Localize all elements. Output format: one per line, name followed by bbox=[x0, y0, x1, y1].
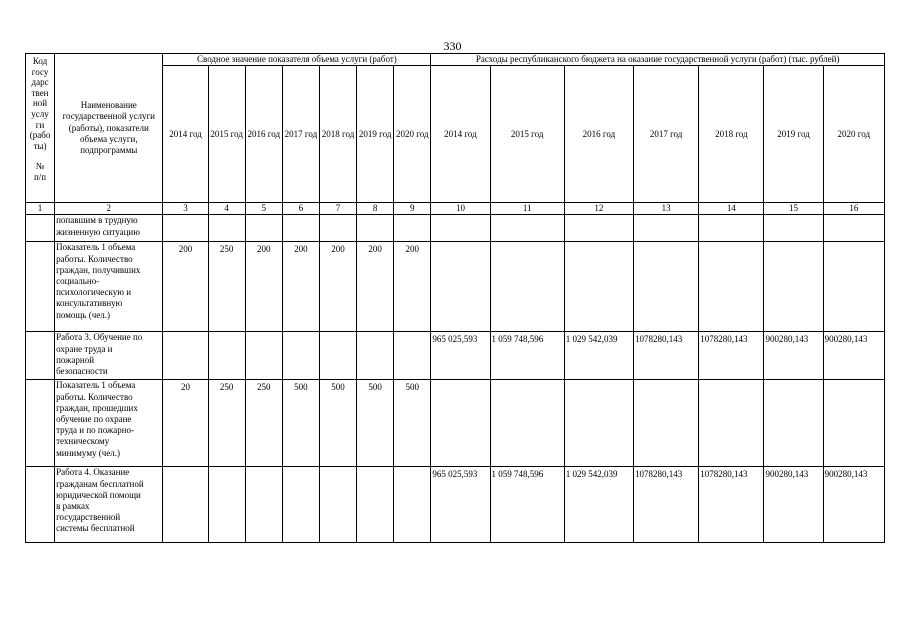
column-number: 3 bbox=[163, 203, 208, 215]
header-volume-year: 2016 год bbox=[245, 66, 282, 203]
row-name-line: обучение по охране bbox=[56, 414, 132, 425]
header-budget-year: 2015 год bbox=[490, 66, 564, 203]
volume-value-cell bbox=[319, 467, 356, 543]
volume-value-cell: 500 bbox=[394, 380, 431, 467]
volume-value-cell: 200 bbox=[163, 242, 208, 332]
volume-value-cell bbox=[208, 332, 245, 380]
header-volume-year: 2018 год bbox=[319, 66, 356, 203]
budget-value-cell bbox=[699, 242, 764, 332]
budget-value-cell: 1 059 748,596 bbox=[490, 467, 564, 543]
budget-value-cell bbox=[823, 215, 884, 242]
column-number: 13 bbox=[634, 203, 699, 215]
row-name-line: труда и по пожарно- bbox=[56, 425, 135, 436]
row-name-line: социально- bbox=[56, 276, 100, 287]
volume-value-cell bbox=[163, 332, 208, 380]
row-code-cell bbox=[26, 215, 55, 242]
page-number: 330 bbox=[443, 39, 462, 53]
column-number: 11 bbox=[490, 203, 564, 215]
table-row bbox=[26, 332, 885, 380]
row-name-line: жизненную ситуацию bbox=[56, 226, 140, 237]
volume-value-cell: 20 bbox=[163, 380, 208, 467]
budget-value-cell bbox=[564, 215, 633, 242]
column-number: 10 bbox=[431, 203, 490, 215]
volume-value-cell bbox=[357, 215, 394, 242]
column-number: 1 bbox=[26, 203, 55, 215]
volume-value-cell bbox=[208, 215, 245, 242]
volume-value-cell: 200 bbox=[245, 242, 282, 332]
header-group-budget: Расходы республиканского бюджета на оказание государственной услуги (работ) (тыс. рублей) bbox=[431, 54, 885, 66]
services-table bbox=[25, 53, 885, 543]
table-row bbox=[26, 242, 885, 332]
volume-value-cell bbox=[163, 215, 208, 242]
row-name-line: государственной bbox=[56, 512, 121, 523]
header-volume-year: 2020 год bbox=[394, 66, 431, 203]
budget-value-cell bbox=[823, 242, 884, 332]
row-name-line: минимуму (чел.) bbox=[56, 447, 121, 458]
column-number: 12 bbox=[564, 203, 633, 215]
volume-value-cell bbox=[319, 332, 356, 380]
row-name-line: граждан, получивших bbox=[56, 264, 141, 275]
budget-value-cell bbox=[764, 242, 823, 332]
row-name-line: помощь (чел.) bbox=[56, 309, 110, 320]
table-row bbox=[26, 467, 885, 543]
row-name-line: Показатель 1 объема bbox=[56, 380, 136, 391]
budget-value-cell: 1 029 542,039 bbox=[564, 467, 633, 543]
budget-value-cell bbox=[634, 215, 699, 242]
budget-value-cell: 900280,143 bbox=[764, 467, 823, 543]
budget-value-cell: 1 059 748,596 bbox=[490, 332, 564, 380]
budget-value-cell: 965 025,593 bbox=[431, 467, 490, 543]
row-code-cell bbox=[26, 332, 55, 380]
header-budget-year: 2017 год bbox=[634, 66, 699, 203]
header-volume-year: 2014 год bbox=[163, 66, 208, 203]
header-group-volume: Сводное значение показателя объема услуги (работ) bbox=[163, 54, 431, 66]
header-volume-year: 2017 год bbox=[282, 66, 319, 203]
budget-value-cell: 965 025,593 bbox=[431, 332, 490, 380]
row-name-line: консультативную bbox=[56, 298, 123, 309]
column-number: 7 bbox=[319, 203, 356, 215]
row-name-line: граждан, прошедших bbox=[56, 402, 138, 413]
volume-value-cell bbox=[245, 215, 282, 242]
volume-value-cell: 200 bbox=[357, 242, 394, 332]
volume-value-cell bbox=[394, 215, 431, 242]
budget-value-cell bbox=[634, 242, 699, 332]
header-volume-year: 2015 год bbox=[208, 66, 245, 203]
header-volume-year: 2019 год bbox=[357, 66, 394, 203]
volume-value-cell: 500 bbox=[319, 380, 356, 467]
row-code-cell bbox=[26, 242, 55, 332]
header-group-row bbox=[26, 54, 885, 66]
row-name-line: психологическую и bbox=[56, 287, 132, 298]
volume-value-cell bbox=[394, 332, 431, 380]
volume-value-cell bbox=[245, 467, 282, 543]
row-name-cell bbox=[55, 467, 163, 543]
row-name-line: гражданам бесплатной bbox=[56, 478, 144, 489]
header-name: Наименование государственной услуги (работы), показатели объема услуги, подпрограммы bbox=[55, 54, 163, 203]
budget-value-cell: 900280,143 bbox=[764, 332, 823, 380]
row-name-line: Работа 3. Обучение по bbox=[56, 332, 143, 343]
volume-value-cell bbox=[245, 332, 282, 380]
budget-value-cell bbox=[431, 215, 490, 242]
row-name-cell bbox=[55, 242, 163, 332]
row-name-line: Показатель 1 объема bbox=[56, 242, 136, 253]
budget-value-cell bbox=[490, 242, 564, 332]
budget-value-cell bbox=[564, 380, 633, 467]
volume-value-cell: 250 bbox=[208, 380, 245, 467]
row-name-line: безопасности bbox=[56, 366, 108, 377]
volume-value-cell bbox=[208, 467, 245, 543]
header-code: Код госу дарс твен ной услу ги (рабо ты) № п/п bbox=[26, 54, 55, 203]
volume-value-cell bbox=[163, 467, 208, 543]
row-name-line: работы. Количество bbox=[56, 391, 133, 402]
volume-value-cell bbox=[357, 467, 394, 543]
budget-value-cell bbox=[431, 242, 490, 332]
header-budget-year: 2018 год bbox=[699, 66, 764, 203]
column-number: 15 bbox=[764, 203, 823, 215]
volume-value-cell bbox=[357, 332, 394, 380]
volume-value-cell: 200 bbox=[319, 242, 356, 332]
budget-value-cell: 1078280,143 bbox=[634, 467, 699, 543]
budget-value-cell bbox=[490, 215, 564, 242]
column-number-row bbox=[26, 203, 885, 215]
row-name-cell bbox=[55, 215, 163, 242]
budget-value-cell: 900280,143 bbox=[823, 332, 884, 380]
budget-value-cell bbox=[823, 380, 884, 467]
column-number: 2 bbox=[55, 203, 163, 215]
row-name-line: в рамках bbox=[56, 501, 90, 512]
volume-value-cell: 200 bbox=[282, 242, 319, 332]
column-number: 8 bbox=[357, 203, 394, 215]
table-row bbox=[26, 380, 885, 467]
row-name-line: системы бесплатной bbox=[56, 523, 135, 534]
row-name-line: работы. Количество bbox=[56, 253, 133, 264]
volume-value-cell bbox=[282, 467, 319, 543]
budget-value-cell: 1078280,143 bbox=[634, 332, 699, 380]
budget-value-cell: 1 029 542,039 bbox=[564, 332, 633, 380]
volume-value-cell: 250 bbox=[208, 242, 245, 332]
row-name-line: юридической помощи bbox=[56, 489, 141, 500]
column-number: 9 bbox=[394, 203, 431, 215]
row-name-line: Работа 4. Оказание bbox=[56, 467, 130, 478]
column-number: 14 bbox=[699, 203, 764, 215]
volume-value-cell: 500 bbox=[282, 380, 319, 467]
row-code-cell bbox=[26, 380, 55, 467]
column-number: 4 bbox=[208, 203, 245, 215]
budget-value-cell bbox=[564, 242, 633, 332]
column-number: 6 bbox=[282, 203, 319, 215]
table-row bbox=[26, 215, 885, 242]
row-name-cell bbox=[55, 332, 163, 380]
budget-value-cell bbox=[699, 380, 764, 467]
budget-value-cell bbox=[490, 380, 564, 467]
row-name-line: пожарной bbox=[56, 354, 95, 365]
volume-value-cell: 250 bbox=[245, 380, 282, 467]
header-budget-year: 2019 год bbox=[764, 66, 823, 203]
header-budget-year: 2020 год bbox=[823, 66, 884, 203]
column-number: 5 bbox=[245, 203, 282, 215]
budget-value-cell bbox=[764, 215, 823, 242]
volume-value-cell: 500 bbox=[357, 380, 394, 467]
header-budget-year: 2016 год bbox=[564, 66, 633, 203]
volume-value-cell bbox=[282, 332, 319, 380]
budget-value-cell bbox=[634, 380, 699, 467]
budget-value-cell: 900280,143 bbox=[823, 467, 884, 543]
column-number: 16 bbox=[823, 203, 884, 215]
row-name-line: попавшим в трудную bbox=[56, 215, 138, 226]
budget-value-cell bbox=[699, 215, 764, 242]
budget-value-cell: 1078280,143 bbox=[699, 332, 764, 380]
header-budget-year: 2014 год bbox=[431, 66, 490, 203]
volume-value-cell bbox=[282, 215, 319, 242]
row-name-line: охране труда и bbox=[56, 343, 113, 354]
volume-value-cell bbox=[394, 467, 431, 543]
budget-value-cell bbox=[431, 380, 490, 467]
row-name-line: техническому bbox=[56, 436, 110, 447]
volume-value-cell bbox=[319, 215, 356, 242]
volume-value-cell: 200 bbox=[394, 242, 431, 332]
budget-value-cell: 1078280,143 bbox=[699, 467, 764, 543]
row-name-cell bbox=[55, 380, 163, 467]
budget-value-cell bbox=[764, 380, 823, 467]
row-code-cell bbox=[26, 467, 55, 543]
